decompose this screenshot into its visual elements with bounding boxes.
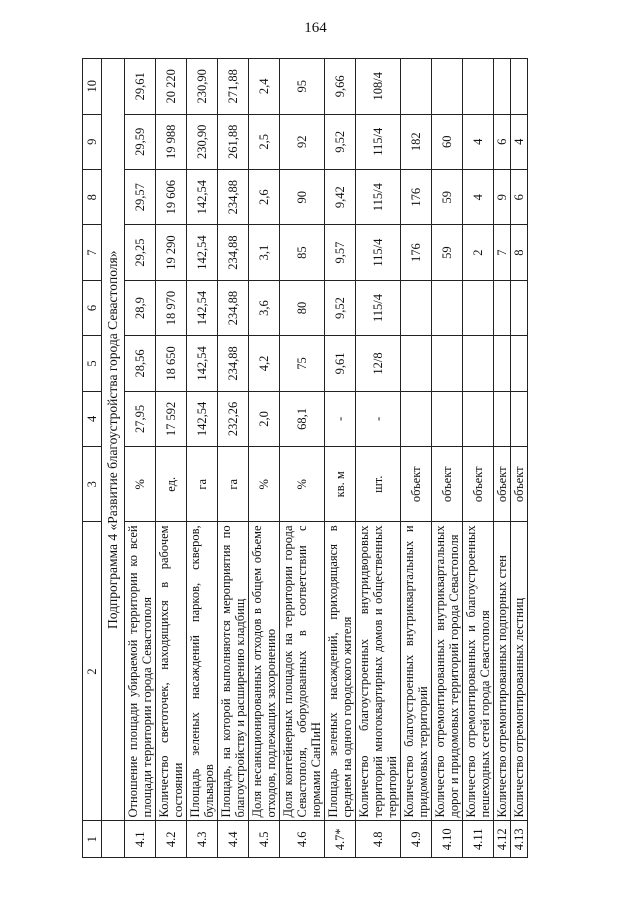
- unit: объект: [463, 447, 494, 522]
- value-cell: 176: [401, 225, 432, 280]
- rotated-table-container: [82, 58, 612, 858]
- value-cell: 142,54: [187, 280, 218, 335]
- value-cell: [463, 280, 494, 335]
- table-row: [249, 59, 280, 858]
- value-cell: [401, 391, 432, 446]
- table-row: [432, 59, 463, 858]
- value-cell: 9,52: [325, 280, 356, 335]
- value-cell: 27,95: [125, 391, 156, 446]
- value-cell: 9,52: [325, 114, 356, 169]
- column-header: 10: [83, 59, 102, 115]
- unit: объект: [401, 447, 432, 522]
- column-header: 5: [83, 336, 102, 391]
- value-cell: 19 606: [156, 169, 187, 224]
- value-cell: [401, 280, 432, 335]
- value-cell: 17 592: [156, 391, 187, 446]
- indicator-name: Площадь, на которой выполняются мероприятия по благоустройству и расширению кладбищ: [218, 522, 249, 821]
- value-cell: 9,61: [325, 336, 356, 391]
- unit: га: [218, 447, 249, 522]
- value-cell: 115/4: [356, 114, 401, 169]
- value-cell: 182: [401, 114, 432, 169]
- value-cell: 230,90: [187, 114, 218, 169]
- value-cell: 2,6: [249, 169, 280, 224]
- value-cell: 271,88: [218, 59, 249, 115]
- value-cell: [494, 59, 511, 115]
- unit: га: [187, 447, 218, 522]
- row-number: 4.11: [463, 821, 494, 858]
- value-cell: -: [325, 391, 356, 446]
- value-cell: 4: [463, 114, 494, 169]
- value-cell: 6: [511, 169, 528, 224]
- indicator-name: Количество отремонтированных лестниц: [511, 522, 528, 821]
- table-row: [156, 59, 187, 858]
- indicator-name: Площадь зеленых насаждений, приходящаяся в среднем на одного городского жителя: [325, 522, 356, 821]
- value-cell: 19 988: [156, 114, 187, 169]
- value-cell: [432, 391, 463, 446]
- value-cell: 18 650: [156, 336, 187, 391]
- value-cell: 29,59: [125, 114, 156, 169]
- value-cell: 90: [280, 169, 325, 224]
- row-number: 4.12: [494, 821, 511, 858]
- table-row: [356, 59, 401, 858]
- value-cell: 9,66: [325, 59, 356, 115]
- row-number: 4.3: [187, 821, 218, 858]
- table-row: [280, 59, 325, 858]
- value-cell: 234,88: [218, 225, 249, 280]
- indicator-name: Количество отремонтированных подпорных стен: [494, 522, 511, 821]
- indicator-name: Доля контейнерных площадок на территории города Севастополя, оборудованных в соответствии с нормами СанПиН: [280, 522, 325, 821]
- indicator-name: Площадь зеленых насаждений парков, скверов, бульваров: [187, 522, 218, 821]
- indicators-table: [82, 58, 528, 858]
- column-header: 3: [83, 447, 102, 522]
- table-row: [463, 59, 494, 858]
- column-header: 2: [83, 522, 102, 821]
- indicator-name: Количество благоустроенных внутриквартальных и придомовых территорий: [401, 522, 432, 821]
- unit: объект: [511, 447, 528, 522]
- value-cell: 12/8: [356, 336, 401, 391]
- subprogram-title: Подпрограмма 4 «Развитие благоустройства города Севастополя»: [102, 59, 125, 821]
- value-cell: 29,25: [125, 225, 156, 280]
- unit: ед.: [156, 447, 187, 522]
- table-row: [325, 59, 356, 858]
- value-cell: 2,5: [249, 114, 280, 169]
- value-cell: 261,88: [218, 114, 249, 169]
- subprogram-row: [102, 59, 125, 858]
- row-number: 4.4: [218, 821, 249, 858]
- value-cell: 68,1: [280, 391, 325, 446]
- row-number: 4.1: [125, 821, 156, 858]
- value-cell: 9: [494, 169, 511, 224]
- page-number: 164: [304, 20, 327, 36]
- column-header: 1: [83, 821, 102, 858]
- value-cell: 2,0: [249, 391, 280, 446]
- value-cell: 234,88: [218, 169, 249, 224]
- value-cell: [511, 391, 528, 446]
- value-cell: 115/4: [356, 280, 401, 335]
- value-cell: 176: [401, 169, 432, 224]
- value-cell: [463, 391, 494, 446]
- value-cell: [494, 280, 511, 335]
- value-cell: [463, 336, 494, 391]
- value-cell: 230,90: [187, 59, 218, 115]
- value-cell: 3,1: [249, 225, 280, 280]
- value-cell: [511, 59, 528, 115]
- column-header: 6: [83, 280, 102, 335]
- value-cell: 9,42: [325, 169, 356, 224]
- value-cell: 232,26: [218, 391, 249, 446]
- value-cell: [401, 336, 432, 391]
- row-number: 4.2: [156, 821, 187, 858]
- value-cell: [432, 59, 463, 115]
- value-cell: 4: [511, 114, 528, 169]
- value-cell: 29,57: [125, 169, 156, 224]
- value-cell: 28,56: [125, 336, 156, 391]
- unit: объект: [494, 447, 511, 522]
- value-cell: 4,2: [249, 336, 280, 391]
- value-cell: [432, 336, 463, 391]
- unit: шт.: [356, 447, 401, 522]
- value-cell: 59: [432, 169, 463, 224]
- value-cell: 7: [494, 225, 511, 280]
- value-cell: 95: [280, 59, 325, 115]
- unit: объект: [432, 447, 463, 522]
- value-cell: 28,9: [125, 280, 156, 335]
- column-header: 4: [83, 391, 102, 446]
- value-cell: 19 290: [156, 225, 187, 280]
- value-cell: [401, 59, 432, 115]
- row-number: 4.9: [401, 821, 432, 858]
- row-number: 4.7*: [325, 821, 356, 858]
- row-number: 4.10: [432, 821, 463, 858]
- value-cell: 115/4: [356, 169, 401, 224]
- indicator-name: Отношение площади убираемой территории ко всей площади территории города Севастополя: [125, 522, 156, 821]
- value-cell: 8: [511, 225, 528, 280]
- value-cell: 29,61: [125, 59, 156, 115]
- value-cell: 92: [280, 114, 325, 169]
- value-cell: 142,54: [187, 391, 218, 446]
- indicator-name: Количество отремонтированных внутриквартальных дорог и придомовых территорий города Севастополя: [432, 522, 463, 821]
- table-row: [401, 59, 432, 858]
- value-cell: [432, 280, 463, 335]
- unit: %: [249, 447, 280, 522]
- table-header-row: [83, 59, 102, 858]
- value-cell: [494, 336, 511, 391]
- value-cell: 142,54: [187, 225, 218, 280]
- indicator-name: Количество отремонтированных и благоустроенных пешеходных сетей города Севастополя: [463, 522, 494, 821]
- row-number: 4.13: [511, 821, 528, 858]
- unit: %: [280, 447, 325, 522]
- indicator-name: Количество светоточек, находящихся в рабочем состоянии: [156, 522, 187, 821]
- value-cell: 20 220: [156, 59, 187, 115]
- value-cell: [511, 336, 528, 391]
- value-cell: 80: [280, 280, 325, 335]
- value-cell: 115/4: [356, 225, 401, 280]
- value-cell: 85: [280, 225, 325, 280]
- row-number: 4.5: [249, 821, 280, 858]
- value-cell: 142,54: [187, 336, 218, 391]
- value-cell: [463, 59, 494, 115]
- unit: %: [125, 447, 156, 522]
- value-cell: 108/4: [356, 59, 401, 115]
- value-cell: 6: [494, 114, 511, 169]
- indicator-name: Доля несанкционированных отходов в общем объеме отходов, подлежащих захоронению: [249, 522, 280, 821]
- column-header: 7: [83, 225, 102, 280]
- value-cell: 3,6: [249, 280, 280, 335]
- value-cell: 2,4: [249, 59, 280, 115]
- value-cell: 75: [280, 336, 325, 391]
- unit: кв. м: [325, 447, 356, 522]
- table-row: [187, 59, 218, 858]
- column-header: 9: [83, 114, 102, 169]
- value-cell: 142,54: [187, 169, 218, 224]
- value-cell: 59: [432, 225, 463, 280]
- value-cell: 60: [432, 114, 463, 169]
- value-cell: 9,57: [325, 225, 356, 280]
- table-row: [125, 59, 156, 858]
- value-cell: [494, 391, 511, 446]
- subprogram-empty-cell: [102, 821, 125, 858]
- table-row: [494, 59, 511, 858]
- table-row: [511, 59, 528, 858]
- value-cell: [511, 280, 528, 335]
- row-number: 4.6: [280, 821, 325, 858]
- row-number: 4.8: [356, 821, 401, 858]
- value-cell: -: [356, 391, 401, 446]
- column-header: 8: [83, 169, 102, 224]
- value-cell: 18 970: [156, 280, 187, 335]
- table-row: [218, 59, 249, 858]
- indicator-name: Количество благоустроенных внутридворовых территорий многоквартирных домов и общественных территорий: [356, 522, 401, 821]
- value-cell: 234,88: [218, 336, 249, 391]
- value-cell: 2: [463, 225, 494, 280]
- value-cell: 4: [463, 169, 494, 224]
- value-cell: 234,88: [218, 280, 249, 335]
